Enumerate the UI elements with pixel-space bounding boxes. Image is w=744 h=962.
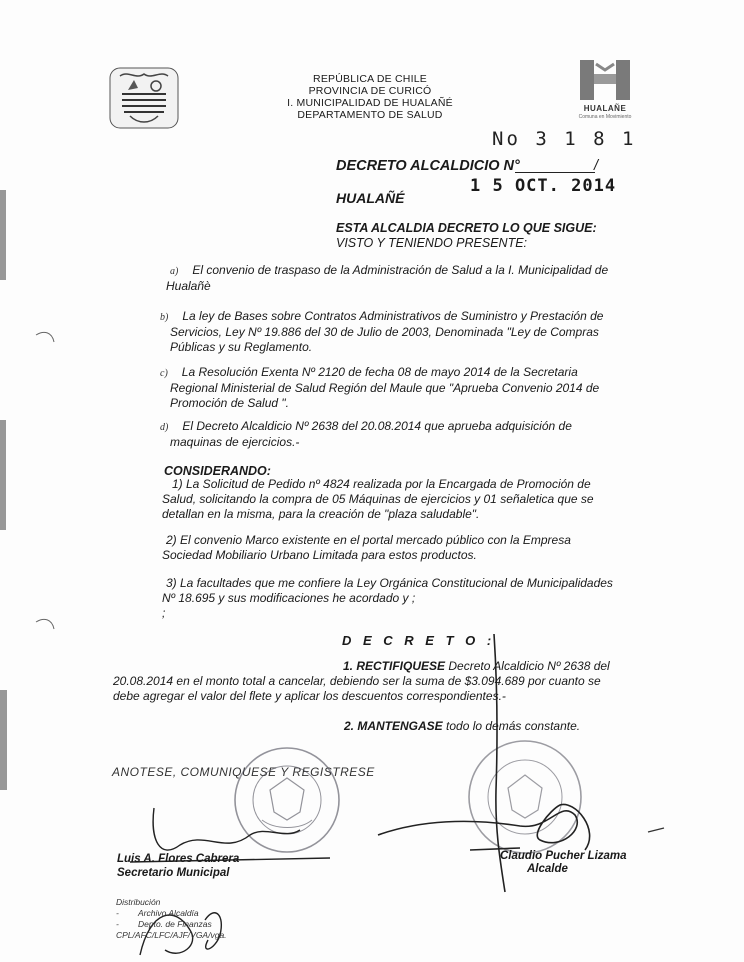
considerando-1-line3: detallan en la misma, para la creación de "plaza saludable". — [162, 507, 480, 521]
visto-d — [160, 419, 572, 450]
considerando-2 — [162, 533, 571, 563]
considerando-2-line1: 2) El convenio Marco existente en el portal mercado público con la Empresa — [166, 533, 571, 547]
secretary-seal-icon — [235, 748, 339, 852]
place-name: HUALAÑÉ — [336, 190, 405, 206]
distribution-initials: CPL/AFC/LFC/AJF/VGA/vga. — [116, 930, 227, 940]
pen-tick — [648, 828, 664, 832]
visto-c-line1: La Resolución Exenta Nº 2120 de fecha 08 de mayo 2014 de la Secretaria — [181, 365, 578, 379]
mayor-title: Alcalde — [527, 863, 568, 875]
decree-title: DECRETO ALCALDICIO N° — [336, 158, 520, 174]
considerando-1-line2: Salud, solicitando la compra de 05 Máquinas de ejercicios y 01 señaletica que se — [162, 492, 594, 506]
punch-hole-mark — [36, 332, 54, 342]
decree-slash: / — [594, 158, 599, 174]
scan-edge-mark — [0, 420, 6, 530]
punch-hole-mark — [36, 619, 54, 629]
considerando-2-line2: Sociedad Mobiliario Urbano Limitada para estos productos. — [162, 548, 477, 562]
decree-number-stamp: No 3 1 8 1 — [492, 128, 637, 150]
header-department: DEPARTAMENTO DE SALUD — [297, 109, 443, 121]
visto-c-marker: c) — [160, 368, 168, 379]
considerando-3-line1: 3) La facultades que me confiere la Ley Orgánica Constitucional de Municipalidades — [166, 576, 613, 590]
secretary-title: Secretario Municipal — [117, 867, 230, 879]
visto-d-line2: maquinas de ejercicios.- — [170, 435, 300, 449]
mayor-signature — [378, 804, 590, 850]
scan-edge-mark — [0, 190, 6, 280]
decreto-item-1 — [113, 659, 643, 704]
visto-a-line1: El convenio de traspaso de la Administración de Salud a la I. Municipalidad de — [192, 263, 609, 277]
considerando-3 — [162, 576, 613, 621]
logo-tagline: Comuna en Movimiento — [578, 114, 632, 120]
header-province: PROVINCIA DE CURICÓ — [308, 85, 432, 97]
visto-a-line2: Hualañè — [166, 279, 211, 293]
visto-b-marker: b) — [160, 312, 169, 323]
distribution-item-2: Depto. de Finanzas — [138, 919, 212, 929]
secretary-name: Luis A. Flores Cabrera — [117, 853, 240, 865]
header-municipality: I. MUNICIPALIDAD DE HUALAÑÉ — [287, 97, 453, 109]
distribution-item-1: Archivo Alcaldía — [138, 908, 199, 918]
visto-c-line3: Promoción de Salud ". — [170, 396, 289, 410]
visto-b-line2: Servicios, Ley Nº 19.886 del 30 de Julio de 2003, Denominada "Ley de Compras — [170, 325, 599, 339]
rectifiquese-label: 1. RECTIFIQUESE — [343, 659, 446, 673]
mantengase-label: 2. MANTENGASE — [344, 719, 443, 733]
decreto-item-2 — [344, 719, 580, 733]
mayor-name: Claudio Pucher Lizama — [500, 850, 627, 862]
considerando-3-line3: ; — [162, 606, 166, 620]
distribution-block: Distribución - Archivo Alcaldía - Depto. de Finanzas CPL/AFC/LFC/AJF/VGA/vga. — [116, 897, 227, 940]
visto-b-line3: Públicas y su Reglamento. — [170, 340, 313, 354]
scan-edge-mark — [0, 690, 7, 790]
considerando-3-line2: Nº 18.695 y sus modificaciones he acordado y ; — [162, 591, 416, 605]
visto-a-marker: a) — [170, 266, 179, 277]
date-stamp: 1 5 OCT. 2014 — [470, 176, 617, 196]
visto-c-line2: Regional Ministerial de Salud Región del Maule que "Aprueba Convenio 2014 de — [170, 381, 600, 395]
intro-heading: ESTA ALCALDIA DECRETO LO QUE SIGUE: — [336, 221, 597, 235]
visto-b — [160, 309, 603, 355]
decreto-item-1-line3: debe agregar el valor del flete y aplicar los descuentos correspondientes.- — [113, 689, 506, 703]
intro-subheading: VISTO Y TENIENDO PRESENTE: — [336, 236, 528, 250]
header-block — [270, 73, 470, 121]
visto-d-line1: El Decreto Alcaldicio Nº 2638 del 20.08.2014 que aprueba adquisición de — [182, 419, 572, 433]
logo-name: HUALAÑE — [583, 104, 627, 113]
visto-a — [166, 263, 609, 294]
anotese-line: ANOTESE, COMUNIQUESE Y REGISTRESE — [112, 765, 375, 779]
visto-c — [160, 365, 599, 411]
decreto-heading: D E C R E T O : — [342, 633, 496, 648]
visto-b-line1: La ley de Bases sobre Contratos Administrativos de Suministro y Prestación de — [182, 309, 604, 323]
decree-number-line — [515, 172, 595, 173]
decreto-item-1-line2: 20.08.2014 en el monto total a cancelar, debiendo ser la suma de $3.094.689 por cuanto se — [113, 674, 601, 688]
mayor-seal-icon — [469, 741, 581, 853]
header-republic: REPÚBLICA DE CHILE — [313, 73, 427, 85]
decreto-item-1-line1: Decreto Alcaldicio Nº 2638 del — [445, 659, 610, 673]
distribution-heading: Distribución — [116, 897, 161, 907]
considerando-1 — [162, 477, 594, 522]
visto-d-marker: d) — [160, 422, 169, 433]
municipal-coat-of-arms-icon — [108, 66, 180, 130]
considerando-1-line1: 1) La Solicitud de Pedido nº 4824 realizada por la Encargada de Promoción de — [172, 477, 591, 491]
decreto-item-2-text: todo lo demás constante. — [442, 719, 581, 733]
considerando-heading: CONSIDERANDO: — [164, 464, 271, 478]
